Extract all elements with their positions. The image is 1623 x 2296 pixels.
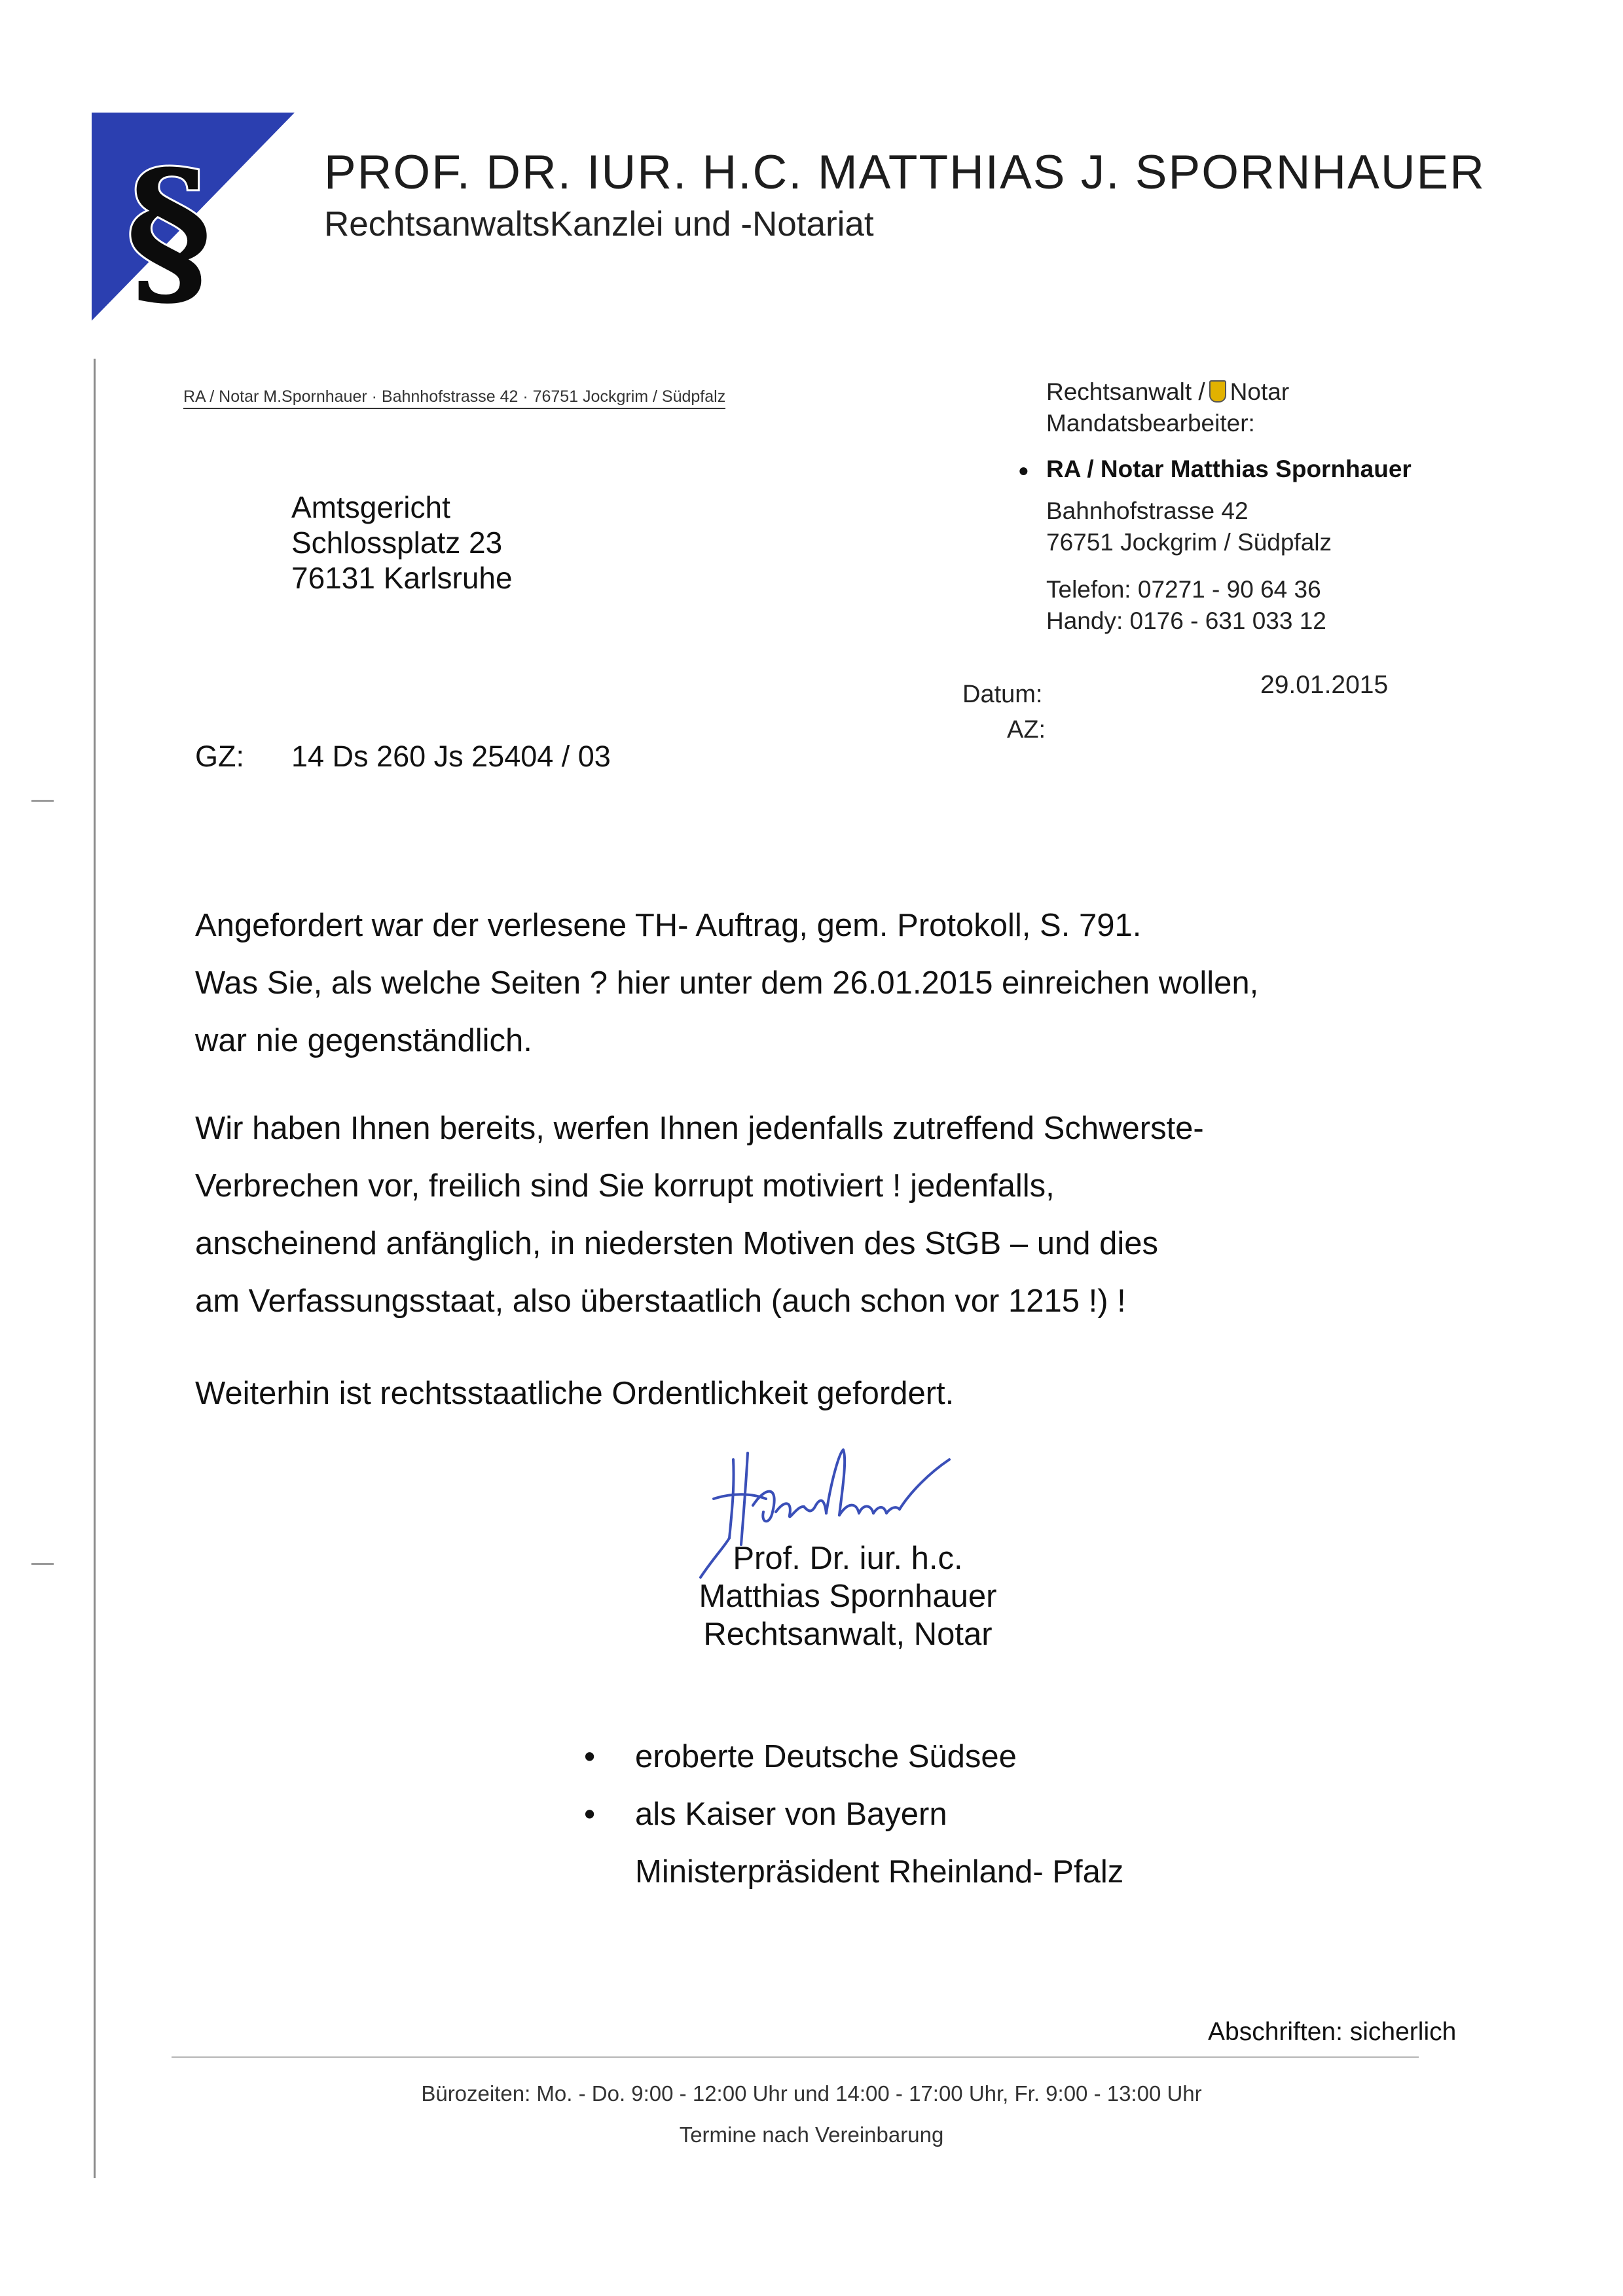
paragraph-sign-logo bbox=[92, 113, 295, 321]
list-item-text: als Kaiser von Bayern bbox=[635, 1797, 947, 1832]
letter-date: 29.01.2015 bbox=[1260, 671, 1389, 699]
gz-label: GZ: bbox=[195, 740, 244, 773]
body-line: Angefordert war der verlesene TH- Auftrag, gem. Protokoll, S. 791. bbox=[195, 908, 1142, 943]
bullet-icon: • bbox=[584, 1797, 596, 1832]
titles-list bbox=[583, 1728, 1123, 1901]
handler-name-text: RA / Notar Matthias Spornhauer bbox=[1046, 456, 1412, 482]
svg-text:§: § bbox=[126, 134, 212, 321]
fold-mark bbox=[31, 1563, 54, 1565]
body-paragraph-2 bbox=[195, 1100, 1204, 1330]
role-line bbox=[1046, 378, 1289, 406]
signature-line: Rechtsanwalt, Notar bbox=[703, 1617, 993, 1652]
recipient-line: Schlossplatz 23 bbox=[291, 526, 503, 560]
copies-note: Abschriften: sicherlich bbox=[1208, 2018, 1457, 2046]
bullet-icon: • bbox=[1019, 456, 1029, 486]
body-line: Wir haben Ihnen bereits, werfen Ihnen jedenfalls zutreffend Schwerste- bbox=[195, 1111, 1204, 1146]
contact-phone: Telefon: 07271 - 90 64 36 bbox=[1046, 576, 1321, 603]
body-line: Verbrechen vor, freilich sind Sie korrupt motiviert ! jedenfalls, bbox=[195, 1168, 1055, 1204]
footer-divider bbox=[172, 2056, 1419, 2058]
body-line: anscheinend anfänglich, in niedersten Motiven des StGB – und dies bbox=[195, 1226, 1158, 1261]
signature-line: Matthias Spornhauer bbox=[699, 1579, 997, 1614]
az-label: AZ: bbox=[1007, 716, 1046, 744]
handler-name bbox=[1019, 456, 1412, 486]
coat-of-arms-icon bbox=[1209, 380, 1226, 403]
list-item-text: Ministerpräsident Rheinland- Pfalz bbox=[635, 1854, 1124, 1890]
margin-rule bbox=[94, 359, 96, 2178]
handler-label: Mandatsbearbeiter: bbox=[1046, 410, 1255, 437]
recipient-address bbox=[291, 490, 513, 596]
contact-city: 76751 Jockgrim / Südpfalz bbox=[1046, 529, 1332, 556]
list-item-text: eroberte Deutsche Südsee bbox=[635, 1739, 1017, 1774]
role-suffix: Notar bbox=[1230, 378, 1290, 405]
recipient-line: Amtsgericht bbox=[291, 490, 450, 524]
signature-block bbox=[681, 1539, 1015, 1653]
office-hours: Bürozeiten: Mo. - Do. 9:00 - 12:00 Uhr und 14:00 - 17:00 Uhr, Fr. 9:00 - 13:00 Uhr bbox=[421, 2081, 1202, 2106]
firm-subtitle: RechtsanwaltsKanzlei und -Notariat bbox=[324, 205, 874, 243]
gz-reference: 14 Ds 260 Js 25404 / 03 bbox=[291, 740, 611, 773]
body-line: am Verfassungsstaat, also überstaatlich (auch schon vor 1215 !) ! bbox=[195, 1283, 1126, 1319]
role-prefix: Rechtsanwalt / bbox=[1046, 378, 1205, 405]
list-item bbox=[583, 1785, 1123, 1843]
sender-return-line: RA / Notar M.Spornhauer · Bahnhofstrasse 42 · 76751 Jockgrim / Südpfalz bbox=[183, 387, 725, 409]
body-line: Was Sie, als welche Seiten ? hier unter dem 26.01.2015 einreichen wollen, bbox=[195, 965, 1259, 1001]
bullet-icon: • bbox=[584, 1739, 596, 1774]
contact-street: Bahnhofstrasse 42 bbox=[1046, 497, 1249, 524]
firm-name: PROF. DR. IUR. H.C. MATTHIAS J. SPORNHAUER bbox=[324, 146, 1486, 199]
signature-line: Prof. Dr. iur. h.c. bbox=[733, 1541, 963, 1576]
list-item bbox=[583, 1843, 1123, 1901]
body-line: war nie gegenständlich. bbox=[195, 1023, 532, 1058]
body-paragraph-1 bbox=[195, 897, 1258, 1069]
fold-mark bbox=[31, 800, 54, 802]
list-item bbox=[583, 1728, 1123, 1785]
body-paragraph-3: Weiterhin ist rechtsstaatliche Ordentlichkeit gefordert. bbox=[195, 1376, 955, 1411]
appointments-note: Termine nach Vereinbarung bbox=[679, 2123, 944, 2147]
recipient-line: 76131 Karlsruhe bbox=[291, 561, 513, 595]
contact-mobile: Handy: 0176 - 631 033 12 bbox=[1046, 607, 1326, 634]
datum-label: Datum: bbox=[962, 681, 1043, 708]
